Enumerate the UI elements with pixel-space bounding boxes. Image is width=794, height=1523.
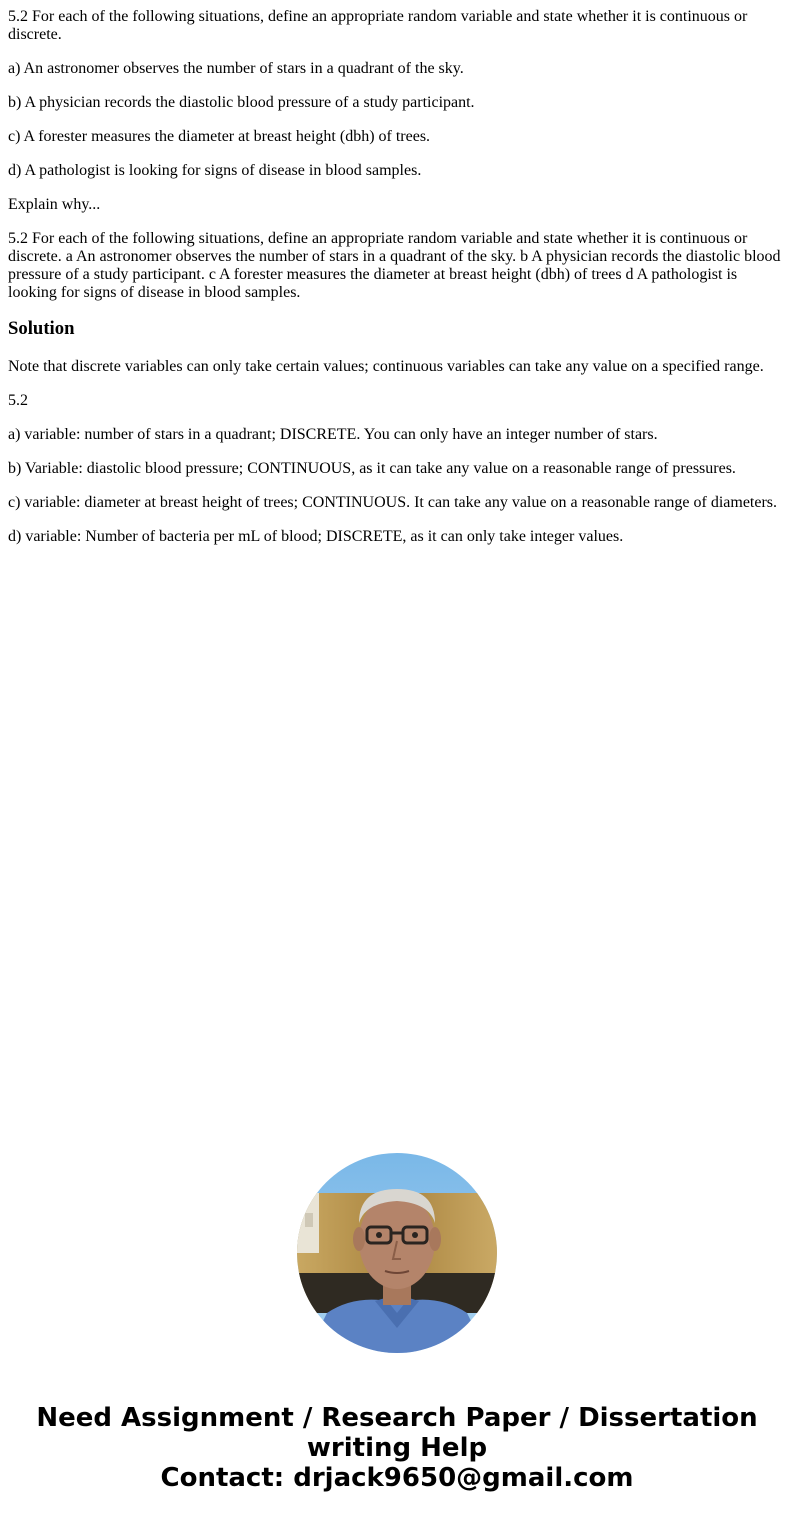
solution-heading: Solution <box>8 318 75 339</box>
question-item-d: d) A pathologist is looking for signs of disease in blood samples. <box>8 162 422 179</box>
question-full-text: 5.2 For each of the following situations, define an appropriate random variable and state whether it is continuous or discrete. a An astronomer observes the number of stars in a quadrant of the sky. b A physician records the diastolic blood pressure of a study participant. c A forester measures the diameter at breast height (dbh) of trees d A pathologist is looking for signs of disease in blood samples. <box>8 230 781 301</box>
answer-a: a) variable: number of stars in a quadrant; DISCRETE. You can only have an integer number of stars. <box>8 426 658 443</box>
solution-note: Note that discrete variables can only take certain values; continuous variables can take any value on a specified range. <box>8 358 764 375</box>
question-item-a: a) An astronomer observes the number of stars in a quadrant of the sky. <box>8 60 464 77</box>
promo-contact: Contact: drjack9650@gmail.com <box>160 1463 634 1493</box>
explain-text: Explain why... <box>8 196 101 213</box>
answer-c: c) variable: diameter at breast height of trees; CONTINUOUS. It can take any value on a reasonable range of diameters. <box>8 494 778 511</box>
solution-number: 5.2 <box>8 392 28 409</box>
question-intro: 5.2 For each of the following situations, define an appropriate random variable and state whether it is continuous or discrete. <box>8 8 748 43</box>
question-item-c: c) A forester measures the diameter at breast height (dbh) of trees. <box>8 128 431 145</box>
document-body <box>8 8 786 562</box>
question-item-b: b) A physician records the diastolic blood pressure of a study participant. <box>8 94 475 111</box>
author-avatar <box>297 1153 497 1353</box>
promo-line-2: writing Help <box>306 1433 488 1463</box>
promo-banner <box>0 1403 794 1493</box>
promo-line-1: Need Assignment / Research Paper / Dissertation <box>36 1403 758 1433</box>
author-portrait-image <box>297 1153 497 1353</box>
answer-b: b) Variable: diastolic blood pressure; CONTINUOUS, as it can take any value on a reasonable range of pressures. <box>8 460 736 477</box>
answer-d: d) variable: Number of bacteria per mL of blood; DISCRETE, as it can only take integer values. <box>8 528 624 545</box>
